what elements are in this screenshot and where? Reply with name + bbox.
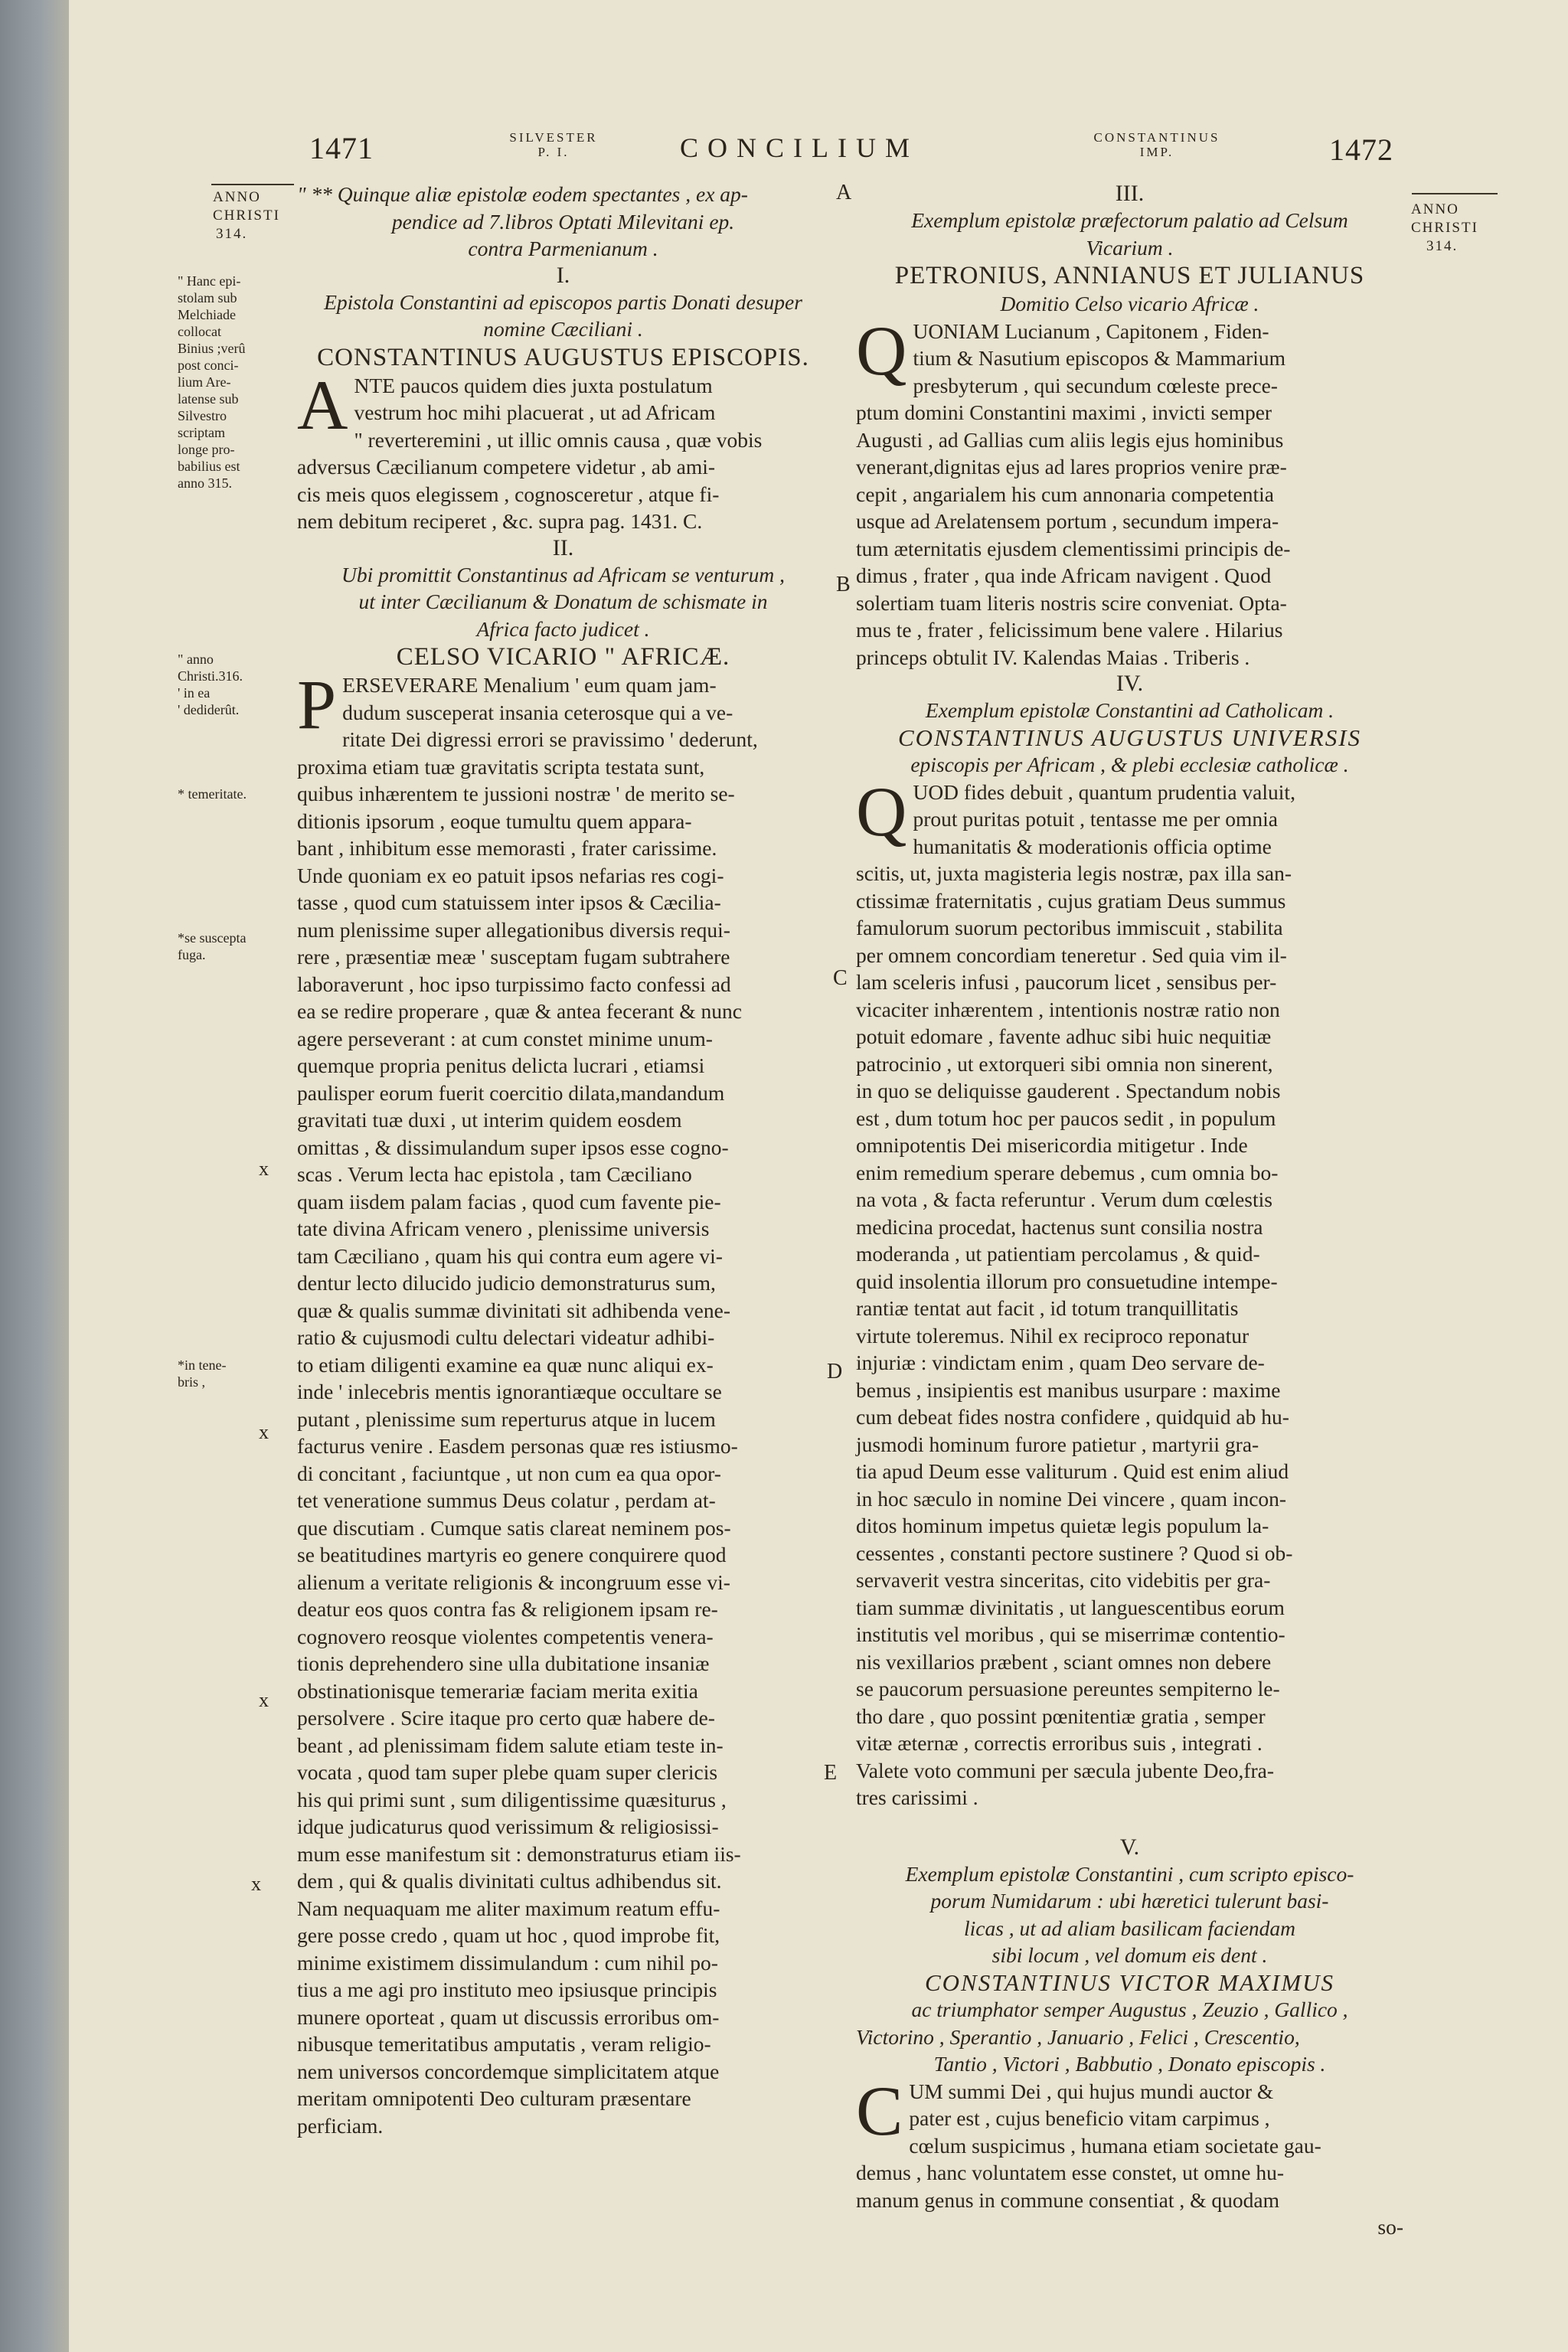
body-line: scitis, ut, juxta magisteria legis nostræ, pax illa san- bbox=[856, 861, 1292, 885]
body-line: Augusti , ad Gallias cum aliis legis ejus hominibus bbox=[856, 427, 1284, 452]
body-line: na vota , & facta referuntur . Verum dum cœlestis bbox=[856, 1187, 1272, 1211]
margin-note-dating bbox=[178, 273, 300, 492]
body-line: vestrum hoc mihi placuerat , ut ad Africam bbox=[354, 400, 716, 424]
handwritten-cross-mark: x bbox=[259, 1421, 269, 1443]
body-line: ritate Dei digressi errori se pravissimo ' dederunt, bbox=[342, 727, 758, 751]
section-4-body bbox=[856, 772, 1403, 1811]
body-line: manum genus in commune consentiat , & quodam bbox=[856, 2187, 1279, 2212]
section-2-body bbox=[297, 665, 829, 2139]
margin-line: " anno bbox=[178, 652, 214, 667]
sub-line: Victorino , Sperantio , Januario , Felici , Crescentio, bbox=[856, 2024, 1300, 2049]
margin-line: fuga. bbox=[178, 947, 206, 962]
body-line: scas . Verum lecta hac epistola , tam Cæciliano bbox=[297, 1162, 692, 1186]
body-line: potuit edomare , favente adhuc sibi huic nequitiæ bbox=[856, 1024, 1272, 1048]
section-5-subheading bbox=[856, 1996, 1403, 2078]
body-line: in hoc sæculo in nomine Dei vincere , quam incon- bbox=[856, 1486, 1287, 1511]
title-line: nomine Cæciliani . bbox=[483, 317, 643, 341]
margin-line: post conci- bbox=[178, 358, 239, 373]
body-line: solertiam tuam literis nostris scire conveniat. Opta- bbox=[856, 590, 1287, 615]
body-line: dem , qui & qualis divinitati cultus adhibendus sit. bbox=[297, 1869, 722, 1893]
body-line: medicina procedat, hactenus sunt consilia nostra bbox=[856, 1214, 1263, 1239]
body-line: pater est , cujus beneficio vitam carpimus , bbox=[909, 2106, 1270, 2130]
body-line: vocata , quod tam super plebe quam super clericis bbox=[297, 1760, 718, 1784]
body-line: perficiam. bbox=[297, 2113, 384, 2138]
margin-line: babilius est bbox=[178, 459, 240, 474]
body-line: ctissimæ fraternitatis , cujus gratiam Deus summus bbox=[856, 888, 1286, 913]
dropcap: P bbox=[297, 665, 337, 743]
intro-line: " ** Quinque aliæ epistolæ eodem spectantes , ex ap- bbox=[297, 182, 748, 206]
section-letter-d: D bbox=[827, 1360, 843, 1383]
body-line: institutis vel moribus , qui se miserrimæ contentio- bbox=[856, 1622, 1285, 1646]
body-line: que discutiam . Cumque satis clareat neminem pos- bbox=[297, 1515, 731, 1540]
book-gutter-edge bbox=[0, 0, 69, 2352]
body-line: bant , inhibitum esse memorasti , frater carissime. bbox=[297, 836, 717, 860]
section-number-1: I. bbox=[556, 262, 570, 288]
body-line: omittas , & dissimulandum super ipsos esse cogno- bbox=[297, 1135, 729, 1159]
handwritten-cross-mark: x bbox=[251, 1873, 261, 1895]
body-line: est , dum totum hoc per paucos sedit , in populum bbox=[856, 1106, 1276, 1130]
section-5-heading: CONSTANTINUS VICTOR MAXIMUS bbox=[924, 1968, 1335, 1996]
year-left-christi: CHRISTI bbox=[213, 207, 280, 224]
body-line: cis meis quos elegissem , cognosceretur , atque fi- bbox=[297, 482, 720, 506]
title-line: sibi locum , vel domum eis dent . bbox=[991, 1943, 1268, 1967]
catchword: so- bbox=[1377, 2215, 1403, 2239]
body-line: inde ' inlecebris mentis ignorantiæque occultare se bbox=[297, 1380, 722, 1403]
margin-line: lium Are- bbox=[178, 374, 231, 390]
body-line: dudum susceperat insania ceterosque qui a ve- bbox=[342, 700, 733, 724]
dropcap: Q bbox=[856, 311, 907, 390]
margin-note-tenebris bbox=[178, 1357, 226, 1390]
body-line: se paucorum persuasione pereuntes sempiterno le- bbox=[856, 1677, 1280, 1700]
margin-line: Christi.316. bbox=[178, 668, 243, 684]
title-line: Exemplum epistolæ Constantini , cum scripto episco- bbox=[905, 1861, 1354, 1886]
right-column bbox=[856, 181, 1403, 2241]
title-line: ut inter Cæcilianum & Donatum de schismate in bbox=[358, 590, 768, 613]
margin-line: Melchiade bbox=[178, 307, 236, 322]
title-line: Vicarium . bbox=[1086, 235, 1174, 260]
section-letter-e: E bbox=[824, 1761, 838, 1785]
left-column bbox=[297, 181, 829, 2139]
body-line: tho dare , quo possint pœnitentiæ gratia , semper bbox=[856, 1704, 1266, 1728]
body-line: cessentes , constanti pectore sustinere ? Quod si ob- bbox=[856, 1540, 1293, 1565]
body-line: gravitati tuæ duxi , ut interim quidem eosdem bbox=[297, 1108, 682, 1132]
body-line: UOD fides debuit , quantum prudentia valuit, bbox=[913, 779, 1295, 804]
running-head-right-line2: IMP. bbox=[1139, 145, 1174, 159]
title-line: Ubi promittit Constantinus ad Africam se venturum , bbox=[341, 562, 786, 586]
body-line: rantiæ tentat aut facit , id totum tranquillitatis bbox=[856, 1296, 1239, 1320]
body-line: Valete voto communi per sæcula jubente Deo,fra- bbox=[856, 1758, 1274, 1782]
section-4-title: Exemplum epistolæ Constantini ad Catholicam . bbox=[925, 698, 1334, 722]
sub-line: Tantio , Victori , Babbutio , Donato episcopis . bbox=[933, 2052, 1326, 2076]
body-line: princeps obtulit IV. Kalendas Maias . Triberis . bbox=[856, 645, 1250, 669]
body-line: laboraverunt , hoc ipso turpissimo facto confessi ad bbox=[297, 972, 731, 996]
body-line: tasse , quod cum statuissem inter ipsos & Cæcilia- bbox=[297, 890, 721, 914]
running-title: CONCILIUM bbox=[680, 132, 919, 163]
section-1-heading: CONSTANTINUS AUGUSTUS EPISCOPIS. bbox=[317, 343, 809, 371]
dropcap: A bbox=[297, 365, 348, 444]
body-line: munere oporteat , quam ut discussis erroribus om- bbox=[297, 2004, 720, 2029]
year-right-anno: ANNO bbox=[1411, 201, 1459, 217]
body-line: humanitatis & moderationis officia optime bbox=[913, 834, 1272, 858]
body-line: putant , plenissime sum reperturus atque in lucem bbox=[297, 1406, 716, 1431]
year-right-number: 314. bbox=[1426, 238, 1459, 254]
body-line: dentur lecto dilucido judicio demonstraturus sum, bbox=[297, 1271, 716, 1295]
section-3-body bbox=[856, 311, 1403, 671]
folio-right: 1472 bbox=[1329, 132, 1393, 167]
body-line: ptum domini Constantini maximi , invicti semper bbox=[856, 400, 1272, 424]
body-line: lam sceleris infusi , paucorum licet , sensibus per- bbox=[856, 970, 1277, 994]
section-4-subheading: episcopis per Africam , & plebi ecclesiæ catholicæ . bbox=[910, 753, 1349, 776]
body-line: deatur eos quos contra fas & religionem ipsam re- bbox=[297, 1597, 718, 1621]
section-2-title bbox=[297, 561, 829, 643]
body-line: paulisper eorum fuerit coercitio dilata,mandandum bbox=[297, 1080, 725, 1105]
body-line: obstinationisque temerariæ faciam merita exitia bbox=[297, 1678, 698, 1703]
body-line: prout puritas potuit , tentasse me per omnia bbox=[913, 807, 1279, 831]
body-line: dimus , frater , qua inde Africam navigent . Quod bbox=[856, 564, 1272, 587]
body-line: venerant,dignitas ejus ad lares proprios venire præ- bbox=[856, 455, 1287, 479]
year-block-right bbox=[1411, 201, 1478, 256]
year-left-rule bbox=[211, 184, 294, 185]
body-line: enim remedium sperare debemus , cum omnia bo- bbox=[856, 1160, 1279, 1184]
body-line: UM summi Dei , qui hujus mundi auctor & bbox=[909, 2079, 1274, 2103]
body-line: tres carissimi . bbox=[856, 1785, 978, 1809]
body-line: patrocinio , ut extorqueri sibi omnia non sinerent, bbox=[856, 1051, 1273, 1076]
body-line: moderanda , ut patientiam percolamus , & quid- bbox=[856, 1242, 1260, 1266]
section-letter-a: A bbox=[836, 181, 852, 204]
body-line: nibusque temeritatibus amputatis , veram religio- bbox=[297, 2032, 711, 2056]
margin-line: collocat bbox=[178, 324, 221, 339]
body-line: tate divina Africam venero , plenissime universis bbox=[297, 1217, 710, 1240]
body-line: tum æternitatis ejusdem clementissimi principis de- bbox=[856, 536, 1291, 560]
body-line: " reverteremini , ut illic omnis causa , quæ vobis bbox=[354, 427, 763, 452]
section-1-title bbox=[297, 289, 829, 343]
margin-line: *se suscepta bbox=[178, 930, 247, 946]
body-line: se beatitudines martyris eo genere conquirere quod bbox=[297, 1543, 727, 1566]
margin-line: latense sub bbox=[178, 391, 239, 407]
section-3-heading: PETRONIUS, ANNIANUS ET JULIANUS bbox=[894, 262, 1365, 289]
body-line: ditos hominum impetus quietæ legis populum la- bbox=[856, 1514, 1269, 1537]
body-line: per omnem concordiam teneretur . Sed quia vim il- bbox=[856, 942, 1287, 967]
body-line: quæ & qualis summæ divinitati sit adhibenda vene- bbox=[297, 1298, 730, 1322]
section-number-4: IV. bbox=[1116, 671, 1144, 696]
body-line: Nam nequaquam me aliter maximum reatum effu- bbox=[297, 1896, 720, 1920]
body-line: UONIAM Lucianum , Capitonem , Fiden- bbox=[913, 318, 1269, 343]
body-line: persolvere . Scire itaque pro certo quæ habere de- bbox=[297, 1706, 715, 1730]
body-line: cognovero reosque violentes competentis venera- bbox=[297, 1624, 714, 1648]
body-line: tia apud Deum esse valiturum . Quid est enim aliud bbox=[856, 1459, 1289, 1483]
year-right-christi: CHRISTI bbox=[1411, 220, 1478, 236]
intro-line: pendice ad 7.libros Optati Milevitani ep. bbox=[391, 209, 735, 234]
year-block-left bbox=[213, 188, 280, 243]
section-letter-b: B bbox=[836, 573, 851, 596]
body-line: alienum a veritate religionis & incongruum esse vi- bbox=[297, 1570, 730, 1594]
body-line: servaverit vestra sinceritas, cito videbitis per gra- bbox=[856, 1568, 1271, 1592]
body-line: ea se redire properare , quæ & antea fecerant & nunc bbox=[297, 999, 743, 1023]
section-number-3: III. bbox=[1115, 181, 1145, 206]
folio-left: 1471 bbox=[309, 131, 374, 165]
body-line: NTE paucos quidem dies juxta postulatum bbox=[354, 373, 713, 397]
body-line: tiam summæ divinitatis , ut languescentibus eorum bbox=[856, 1595, 1285, 1619]
body-line: mus te , frater , felicissimum bene valere . Hilarius bbox=[856, 618, 1283, 642]
body-line: nem universos concordemque simplicitatem atque bbox=[297, 2059, 720, 2083]
title-line: porum Numidarum : ubi hæretici tulerunt basi- bbox=[930, 1889, 1329, 1913]
body-line: tius a me agi pro instituto meo ipsiusque principis bbox=[297, 1978, 717, 2001]
body-line: rere , præsentiæ meæ ' susceptam fugam subtrahere bbox=[297, 945, 730, 969]
body-line: gere posse credo , quam ut hoc , quod improbe fit, bbox=[297, 1923, 720, 1947]
body-line: injuriæ : vindictam enim , quam Deo servare de- bbox=[856, 1351, 1265, 1374]
body-line: quibus inhærentem te jussioni nostræ ' de merito se- bbox=[297, 782, 735, 805]
body-line: beant , ad plenissimam fidem salute etiam teste in- bbox=[297, 1733, 724, 1757]
margin-note-temeritate: * temeritate. bbox=[178, 786, 247, 802]
body-line: proxima etiam tuæ gravitatis scripta testata sunt, bbox=[297, 754, 705, 779]
body-line: facturus venire . Easdem personas quæ res istiusmo- bbox=[297, 1434, 738, 1458]
body-line: di concitant , faciuntque , ut non cum ea qua opor- bbox=[297, 1461, 721, 1485]
title-line: licas , ut ad aliam basilicam faciendam bbox=[963, 1916, 1296, 1940]
year-left-number: 314. bbox=[216, 226, 248, 242]
body-line: in quo se deliquisse gauderent . Spectandum nobis bbox=[856, 1079, 1281, 1102]
body-line: cepit , angarialem his cum annonaria competentia bbox=[856, 482, 1274, 506]
running-head-right bbox=[1069, 130, 1245, 159]
body-line: bemus , insipientis est manibus usurpare : maxime bbox=[856, 1377, 1281, 1402]
margin-line: anno 315. bbox=[178, 475, 232, 491]
running-head-left bbox=[496, 130, 611, 159]
running-head-left-line1: SILVESTER bbox=[509, 130, 598, 145]
section-letter-c: C bbox=[833, 966, 848, 990]
margin-line: stolam sub bbox=[178, 290, 237, 305]
section-4-heading: CONSTANTINUS AUGUSTUS UNIVERSIS bbox=[897, 724, 1362, 751]
body-line: quam iisdem palam facias , quod cum favente pie- bbox=[297, 1189, 721, 1214]
body-line: famulorum suorum pectoribus immiscuit , stabilita bbox=[856, 916, 1283, 939]
title-line: Exemplum epistolæ præfectorum palatio ad Celsum bbox=[911, 208, 1348, 232]
body-line: demus , hanc voluntatem esse constet, ut omne hu- bbox=[856, 2161, 1285, 2184]
section-2-heading: CELSO VICARIO " AFRICÆ. bbox=[396, 643, 730, 671]
section-5-title bbox=[856, 1860, 1403, 1969]
margin-line: ' in ea bbox=[178, 685, 211, 701]
title-line: Epistola Constantini ad episcopos partis Donati desuper bbox=[324, 289, 802, 314]
body-line: nis vexillarios præbent , sciant omnes non debere bbox=[856, 1649, 1272, 1674]
dropcap: Q bbox=[856, 772, 907, 851]
margin-line: ' dediderût. bbox=[178, 702, 240, 717]
running-head-left-line2: P. I. bbox=[537, 145, 570, 159]
margin-line: *in tene- bbox=[178, 1357, 227, 1373]
running-head-right-line1: CONSTANTINUS bbox=[1093, 130, 1220, 145]
section-number-5: V. bbox=[1119, 1834, 1140, 1860]
body-line: vitæ æternæ , correctis erroribus suis , integrati . bbox=[856, 1731, 1263, 1755]
section-number-2: II. bbox=[552, 534, 574, 560]
body-line: ratio & cujusmodi cultu delectari videatur adhibi- bbox=[297, 1325, 715, 1349]
section-5-body bbox=[856, 2071, 1403, 2241]
body-line: tam Cæciliano , quam his qui contra eum agere vi- bbox=[297, 1243, 723, 1268]
title-line: Africa facto judicet . bbox=[476, 616, 650, 641]
body-line: virtute toleremus. Nihil ex reciproco reponatur bbox=[856, 1323, 1250, 1348]
dropcap: C bbox=[856, 2071, 903, 2150]
body-line: tium & Nasutium episcopos & Mammarium bbox=[913, 346, 1286, 370]
body-line: mum esse manifestum sit : demonstraturus etiam iis- bbox=[297, 1841, 741, 1866]
body-line: jusmodi hominum furore patietur , martyrii gra- bbox=[856, 1432, 1259, 1456]
margin-line: " Hanc epi- bbox=[178, 273, 241, 289]
year-left-anno: ANNO bbox=[213, 189, 261, 205]
sub-line: ac triumphator semper Augustus , Zeuzio , Gallico , bbox=[911, 1998, 1348, 2021]
body-line: cœlum suspicimus , humana etiam societate gau- bbox=[909, 2133, 1321, 2158]
section-3-subheading: Domitio Celso vicario Africæ . bbox=[1000, 292, 1259, 315]
body-line: his qui primi sunt , sum diligentissime quæsiturus , bbox=[297, 1787, 727, 1811]
intro-note bbox=[297, 181, 829, 263]
body-line: num plenissime super allegationibus diversis requi- bbox=[297, 917, 730, 942]
body-line: agere perseverant : at cum constet minime unum- bbox=[297, 1026, 713, 1050]
section-1-body bbox=[297, 365, 829, 535]
margin-note-fuga bbox=[178, 929, 246, 963]
body-line: quid insolentia illorum pro consuetudine intempe- bbox=[856, 1269, 1278, 1293]
body-line: usque ad Arelatensem portum , secundum impera- bbox=[856, 509, 1279, 533]
handwritten-cross-mark: x bbox=[259, 1158, 269, 1180]
year-right-rule bbox=[1412, 193, 1498, 194]
handwritten-cross-mark: x bbox=[259, 1689, 269, 1711]
body-line: meritam omnipotenti Deo culturam præsentare bbox=[297, 2086, 691, 2110]
body-line: cum debeat fides nostra confidere , quidquid ab hu- bbox=[856, 1405, 1289, 1429]
body-line: minime existimem dissimulandum : cum nihil po- bbox=[297, 1950, 718, 1975]
margin-line: longe pro- bbox=[178, 442, 235, 457]
margin-line: bris , bbox=[178, 1374, 205, 1390]
margin-note-anno-316 bbox=[178, 651, 300, 718]
body-line: adversus Cæcilianum competere videtur , ab ami- bbox=[297, 455, 716, 479]
body-line: ditionis ipsorum , eoque tumultu quem appara- bbox=[297, 808, 692, 833]
margin-line: Binius ;verû bbox=[178, 341, 246, 356]
body-line: tionis deprehendero sine ulla dubitatione insaniæ bbox=[297, 1651, 710, 1675]
margin-line: scriptam bbox=[178, 425, 225, 440]
body-line: to etiam diligenti examine ea quæ nunc aliqui ex- bbox=[297, 1352, 714, 1377]
body-line: presbyterum , qui secundum cœleste prece- bbox=[913, 373, 1278, 397]
margin-line: Silvestro bbox=[178, 408, 227, 423]
body-line: omnipotentis Dei misericordia mitigetur . Inde bbox=[856, 1133, 1248, 1157]
body-line: Unde quoniam ex eo patuit ipsos nefarias res cogi- bbox=[297, 863, 724, 887]
body-line: ERSEVERARE Menalium ' eum quam jam- bbox=[342, 673, 717, 697]
intro-line: contra Parmenianum . bbox=[468, 237, 658, 260]
section-3-title bbox=[856, 207, 1403, 261]
body-line: vicaciter inhærentem , intentionis nostræ ratio non bbox=[856, 997, 1280, 1021]
body-line: tet veneratione summus Deus colatur , perdam at- bbox=[297, 1488, 716, 1512]
body-line: nem debitum reciperet , &c. supra pag. 1431. C. bbox=[297, 509, 703, 533]
body-line: quemque propria penitus delicta lucrari , etiamsi bbox=[297, 1054, 705, 1077]
body-line: idque judicaturus quod verissimum & religiosissi- bbox=[297, 1815, 719, 1838]
